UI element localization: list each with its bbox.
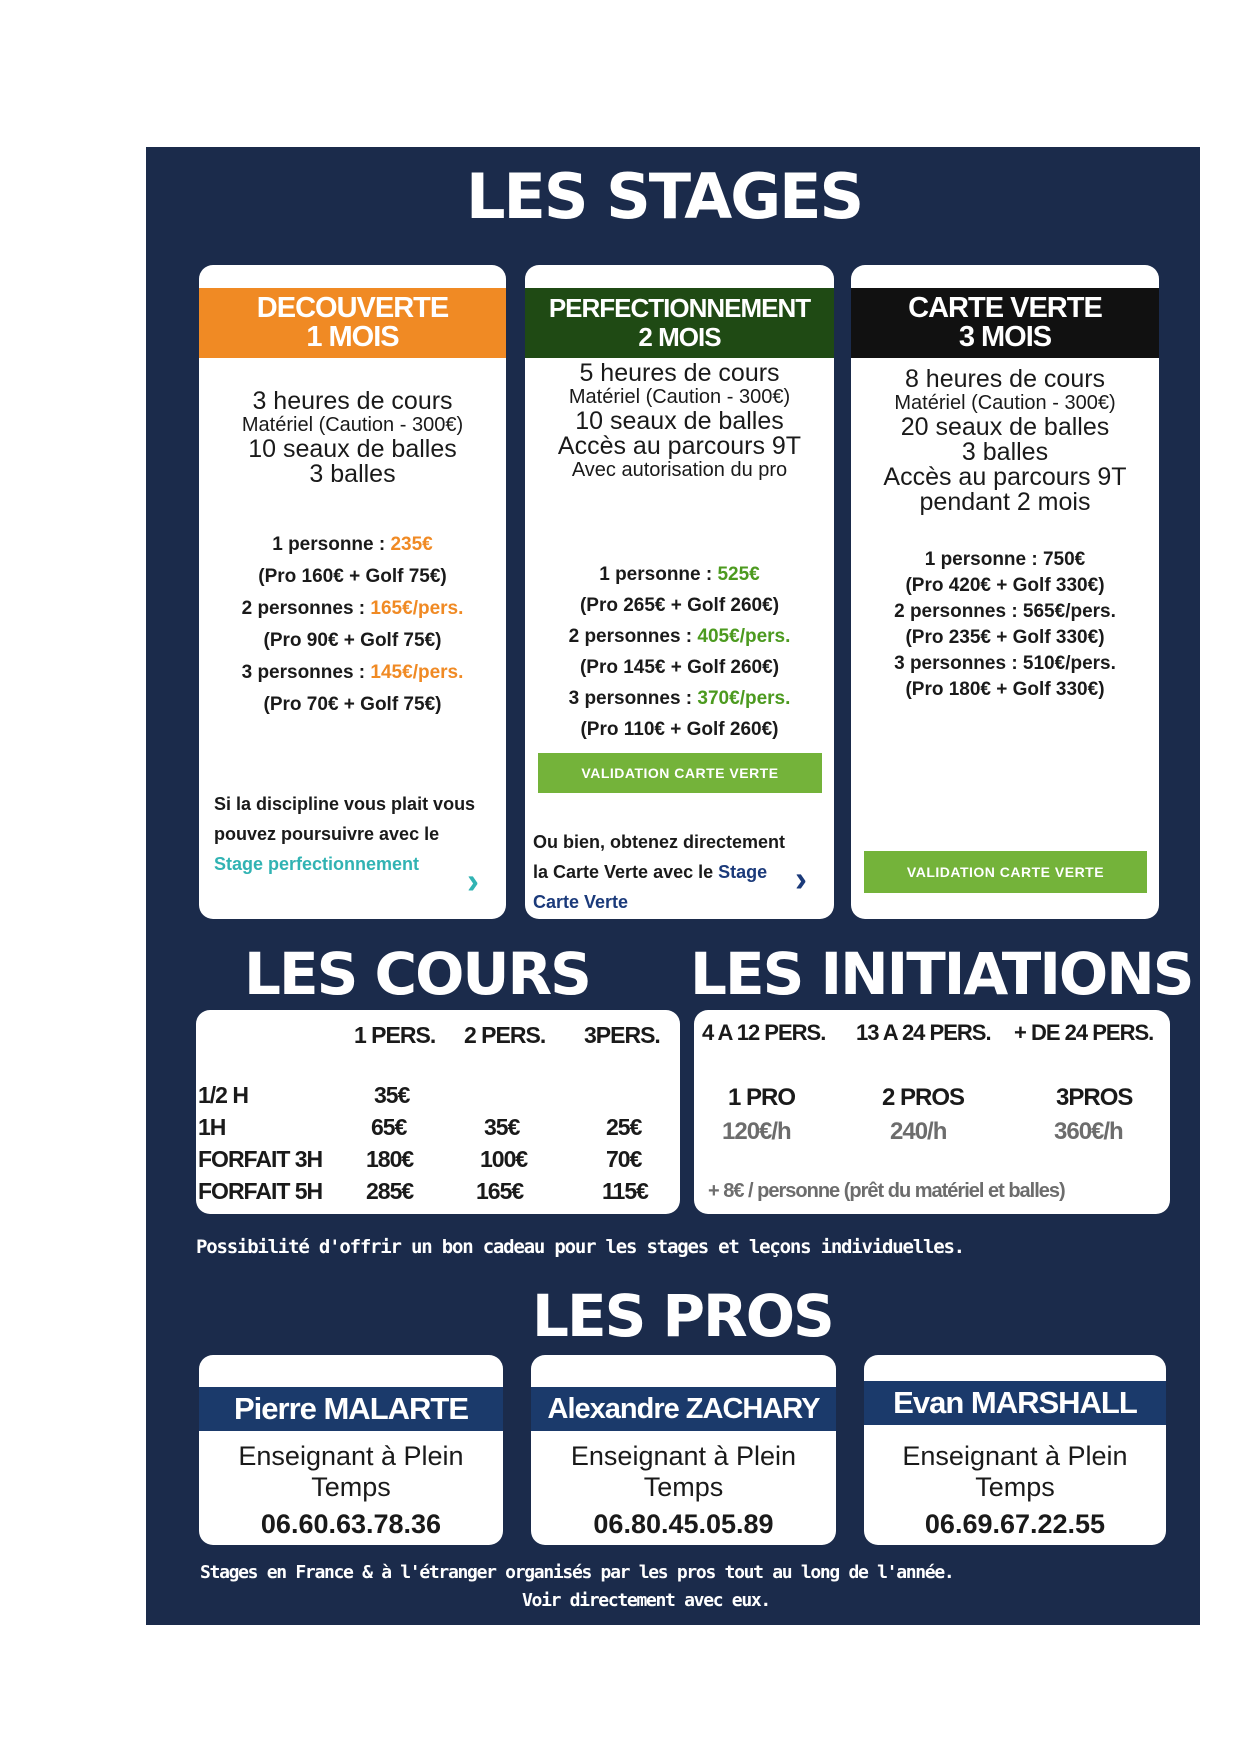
stage-line: Matériel (Caution - 300€) [568,386,791,408]
pro-name: Alexandre ZACHARY [531,1387,836,1431]
stage-line: Accès au parcours 9T [883,463,1127,491]
pro-name: Evan MARSHALL [864,1381,1166,1425]
stage-line: 3 balles [961,438,1049,466]
perfectionnement-link[interactable]: Stage perfectionnement [214,854,420,874]
stage-line: Matériel (Caution - 300€) [894,392,1116,414]
price-detail: (Pro 420€ + Golf 330€) [905,575,1105,596]
col-2-pers: 2 PERS. [464,1022,546,1048]
hourly-price: 120€/h [722,1118,791,1145]
cell: 115€ [602,1178,648,1204]
validation-carte-verte-badge: VALIDATION CARTE VERTE [538,753,822,793]
role-line: Enseignant à Plein [902,1441,1128,1471]
col-3-pers: 3PERS. [584,1022,660,1048]
table-row [196,1114,680,1146]
stage-header [199,288,506,358]
price-detail: (Pro 265€ + Golf 260€) [579,595,780,616]
pro-role [199,1441,503,1503]
stage-line: pendant 2 mois [919,488,1091,516]
stage-line: Accès au parcours 9T [557,432,802,460]
stage-card-carte-verte [851,265,1159,919]
stage-prices [199,529,506,721]
initiations-card [694,1010,1170,1214]
role-line: Enseignant à Plein [570,1441,797,1471]
cell: 25€ [606,1114,642,1140]
price-value: 165€/pers. [370,598,464,619]
stage-name: DECOUVERTE [256,292,449,324]
price-line [199,657,506,689]
stage-card-perfectionnement [525,265,834,919]
chevron-right-icon[interactable]: › [467,860,479,901]
pro-phone[interactable]: 06.69.67.22.55 [924,1509,1106,1539]
price-value: 525€ [717,564,760,585]
price-value: 405€/pers. [697,626,791,647]
stage-line: Matériel (Caution - 300€) [241,414,464,436]
note-text: la Carte Verte avec le [533,862,719,882]
table-row [196,1082,680,1114]
cours-table-card [196,1010,680,1214]
pros-count: 1 PRO [728,1084,796,1111]
cell: 285€ [366,1178,414,1204]
hourly-price: 360€/h [1054,1118,1123,1145]
carte-verte-link[interactable]: Stage [718,862,768,882]
stage-line: 20 seaux de balles [900,413,1110,441]
row-label: 1H [198,1114,226,1140]
stage-line: 5 heures de cours [579,359,780,387]
note-line: Ou bien, obtenez directement [533,832,786,852]
stage-content [199,389,506,487]
footer-line-1: Stages en France & à l'étranger organisés par les pros tout au long de l'année. [200,1562,954,1583]
gift-voucher-text: Possibilité d'offrir un bon cadeau pour les stages et leçons individuelles. [196,1236,964,1258]
price-value: 370€/pers. [697,688,791,709]
price-line [199,529,506,561]
cell: 165€ [476,1178,524,1204]
stage-header [851,288,1159,358]
stage-note [214,789,475,879]
carte-verte-link[interactable]: Carte Verte [533,892,629,912]
price-detail: (Pro 160€ + Golf 75€) [258,566,447,587]
cell: 180€ [366,1146,414,1172]
pros-count: 3PROS [1056,1084,1133,1111]
cell: 35€ [484,1114,520,1140]
stage-content [851,367,1159,515]
role-line: Enseignant à Plein [238,1441,464,1471]
cell: 65€ [371,1114,407,1140]
stage-line: Avec autorisation du pro [571,459,788,481]
pro-phone[interactable]: 06.80.45.05.89 [593,1509,774,1539]
cours-title: LES COURS [244,940,590,1008]
price-label: 2 personnes : [568,626,698,647]
row-label: FORFAIT 5H [198,1178,323,1204]
group-size: 13 A 24 PERS. [856,1020,991,1045]
pro-phone[interactable]: 06.60.63.78.36 [260,1509,442,1539]
price-line [199,593,506,625]
initiations-note: + 8€ / personne (prêt du matériel et balles) [708,1180,1065,1202]
stage-duration: 1 MOIS [306,321,399,353]
price-line: 1 personne : 750€ [924,549,1086,570]
stage-line: 8 heures de cours [904,365,1106,393]
price-line [525,683,834,714]
stage-note [533,827,785,917]
price-line: 3 personnes : 510€/pers. [894,653,1116,674]
table-row [196,1146,680,1178]
stage-prices [851,547,1159,703]
price-line: 2 personnes : 565€/pers. [894,601,1116,622]
stage-name: PERFECTIONNEMENT [548,293,811,323]
stages-title: LES STAGES [466,160,863,233]
stage-line: 10 seaux de balles [575,407,784,435]
price-detail: (Pro 145€ + Golf 260€) [579,657,780,678]
stage-line: 3 balles [309,460,396,488]
price-label: 2 personnes : [241,598,371,619]
group-size: + DE 24 PERS. [1014,1020,1154,1045]
pro-card [199,1355,503,1545]
stage-content [525,361,834,482]
price-detail: (Pro 235€ + Golf 330€) [905,627,1105,648]
price-value: 235€ [390,534,433,555]
pro-card [531,1355,836,1545]
role-line: Temps [975,1472,1055,1502]
note-line: pouvez poursuivre avec le [214,824,440,844]
stage-prices [525,559,834,745]
stage-line: 10 seaux de balles [248,435,457,463]
role-line: Temps [311,1472,391,1502]
price-label: 1 personne : [599,564,718,585]
stage-name: CARTE VERTE [908,292,1102,324]
pro-role [531,1441,836,1503]
price-detail: (Pro 90€ + Golf 75€) [263,630,442,651]
price-line [525,621,834,652]
validation-carte-verte-badge: VALIDATION CARTE VERTE [864,851,1147,893]
pro-role [864,1441,1166,1503]
price-detail: (Pro 110€ + Golf 260€) [580,719,779,740]
hourly-price: 240/h [890,1118,947,1145]
footer-line-2: Voir directement avec eux. [522,1590,770,1611]
note-line [533,857,785,887]
price-label: 3 personnes : [241,662,371,683]
row-label: FORFAIT 3H [198,1146,323,1172]
pro-card [864,1355,1166,1545]
row-label: 1/2 H [198,1082,248,1108]
cell: 35€ [374,1082,410,1108]
cours-header-row [196,1022,680,1052]
stage-header [525,288,834,358]
cours-rows [196,1082,680,1210]
pro-name: Pierre MALARTE [199,1387,503,1431]
col-1-pers: 1 PERS. [354,1022,436,1048]
pros-title: LES PROS [532,1282,833,1350]
price-detail: (Pro 180€ + Golf 330€) [905,679,1105,700]
cell: 70€ [606,1146,642,1172]
note-line: Si la discipline vous plait vous [214,794,476,814]
cell: 100€ [480,1146,528,1172]
stage-duration: 3 MOIS [958,321,1052,353]
group-size: 4 A 12 PERS. [702,1020,826,1045]
stage-line: 3 heures de cours [252,387,453,415]
price-detail: (Pro 70€ + Golf 75€) [263,694,442,715]
pros-count: 2 PROS [882,1084,965,1111]
role-line: Temps [643,1472,724,1502]
table-row [196,1178,680,1210]
stage-duration: 2 MOIS [638,322,721,352]
price-value: 145€/pers. [370,662,464,683]
price-line [525,559,834,590]
stage-card-decouverte [199,265,506,919]
price-label: 1 personne : [272,534,391,555]
chevron-right-icon[interactable]: › [795,858,807,899]
price-label: 3 personnes : [568,688,698,709]
initiations-title: LES INITIATIONS [690,940,1193,1008]
